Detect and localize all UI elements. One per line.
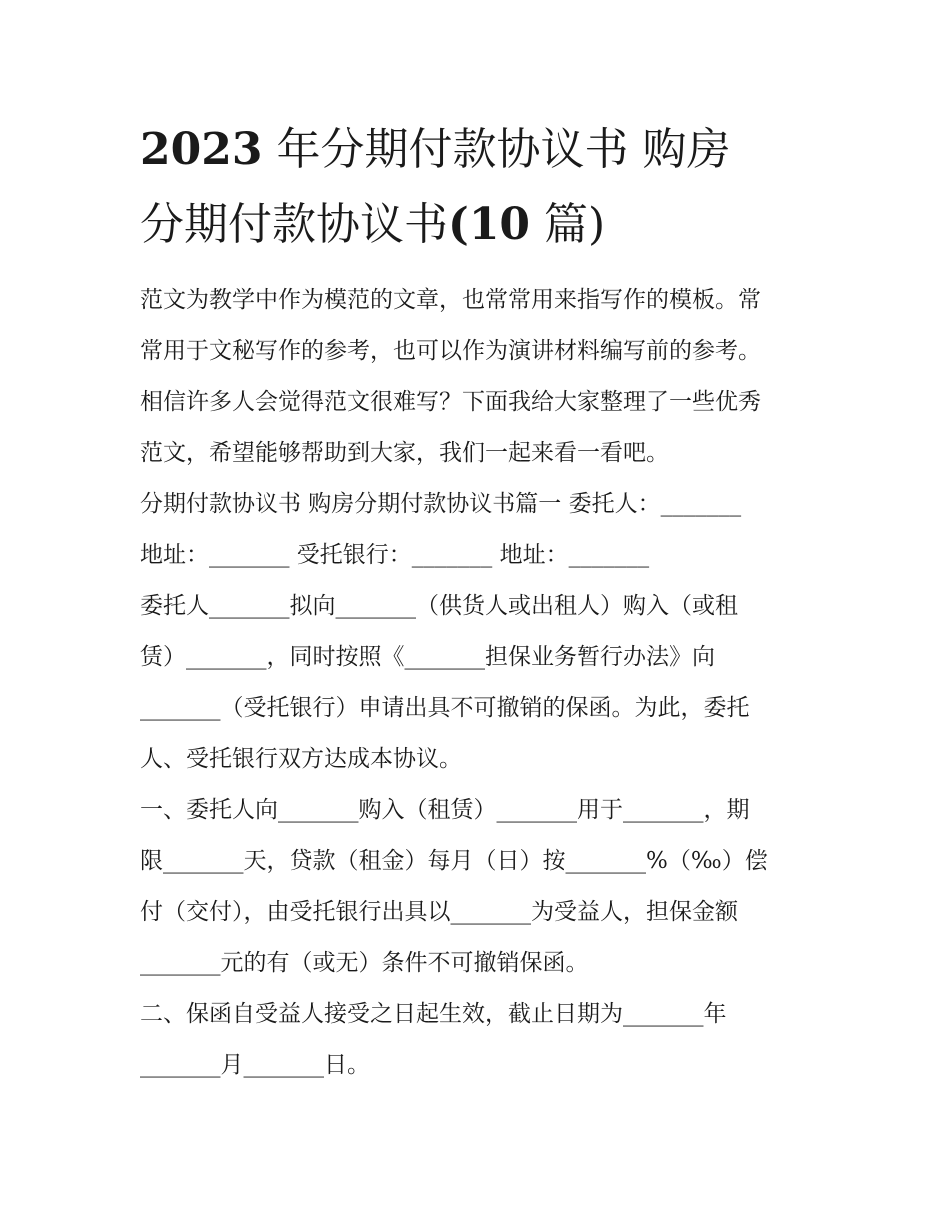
- body-line: 范文，希望能够帮助到大家，我们一起来看一看吧。: [140, 440, 669, 466]
- document-body: [140, 275, 820, 1091]
- body-line: 常用于文秘写作的参考，也可以作为演讲材料编写前的参考。: [140, 338, 761, 364]
- body-line: 付（交付），由受托银行出具以_______为受益人，担保金额: [140, 899, 738, 925]
- body-line: 一、委托人向_______购入（租赁）_______用于_______，期: [140, 797, 750, 823]
- body-line: 委托人_______拟向_______（供货人或出租人）购入（或租: [140, 593, 738, 619]
- body-line: _______元的有（或无）条件不可撤销保函。: [140, 950, 589, 976]
- body-line: 范文为教学中作为模范的文章，也常常用来指写作的模板。常: [140, 287, 761, 313]
- body-line: 地址：_______ 受托银行：_______ 地址：_______: [140, 542, 650, 568]
- body-line: 赁）_______，同时按照《_______担保业务暂行办法》向: [140, 644, 715, 670]
- title-line: 分期付款协议书(10 篇): [140, 199, 606, 250]
- body-line: _______（受托银行）申请出具不可撤销的保函。为此，委托: [140, 695, 750, 721]
- title-count: (10: [448, 199, 531, 250]
- body-line: 分期付款协议书 购房分期付款协议书篇一 委托人：_______: [140, 491, 742, 517]
- body-line: 相信许多人会觉得范文很难写？下面我给大家整理了一些优秀: [140, 389, 761, 415]
- body-line: 人、受托银行双方达成本协议。: [140, 746, 462, 772]
- title-line: 2023 年分期付款协议书 购房: [140, 124, 731, 175]
- body-line: 二、保函自受益人接受之日起生效，截止日期为_______年: [140, 1001, 727, 1027]
- title-year: 2023: [140, 124, 263, 175]
- document-title: [140, 112, 840, 262]
- body-line: 限_______天，贷款（租金）每月（日）按_______%（‰）偿: [140, 848, 768, 874]
- body-line: _______月_______日。: [140, 1052, 370, 1078]
